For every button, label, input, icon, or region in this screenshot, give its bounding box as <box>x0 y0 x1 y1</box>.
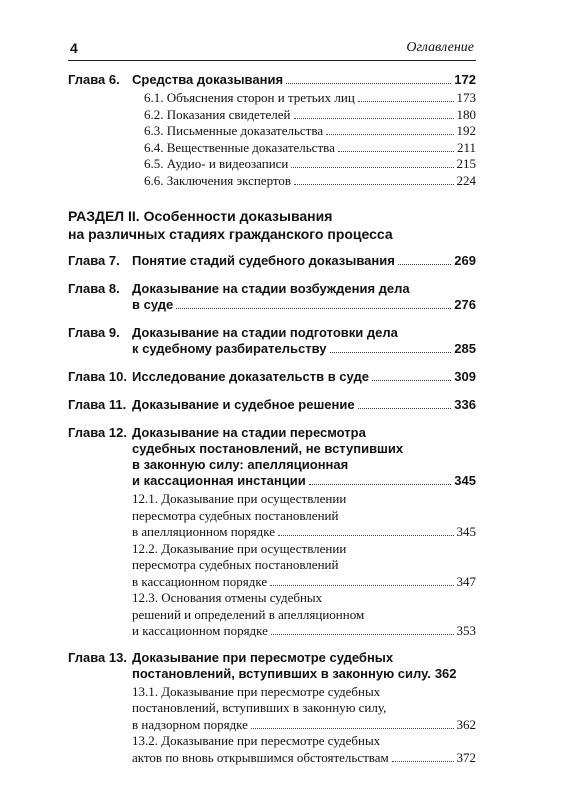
chapter-12-subsections <box>132 491 476 640</box>
leader-dots <box>291 167 453 168</box>
chapter-label: Глава 8. <box>68 281 120 296</box>
chapter-label: Глава 12. <box>68 425 127 440</box>
subsection-title-line-2: пересмотра судебных постановлений <box>132 557 339 572</box>
toc-subsection-13-2[interactable] <box>132 733 476 766</box>
chapter-13-subsections <box>132 684 476 767</box>
chapter-page: 172 <box>454 72 476 87</box>
subsection-page: 362 <box>456 716 476 732</box>
subsection-page: 173 <box>456 90 476 105</box>
leader-dots <box>358 101 454 102</box>
chapter-page: 336 <box>454 397 476 412</box>
toc-chapter-10[interactable] <box>68 369 476 385</box>
subsection-title: 6.1. Объяснения сторон и третьих лиц <box>144 90 355 105</box>
toc-chapter-6[interactable] <box>68 72 476 88</box>
subsection-page: 345 <box>456 524 476 539</box>
toc-chapter-9[interactable] <box>68 325 476 357</box>
subsection-page: 211 <box>456 139 476 155</box>
toc-subsection-12-3[interactable] <box>132 590 476 640</box>
chapter-label: Глава 11. <box>68 397 127 412</box>
chapter-title-line-3: в законную силу: апелляционная <box>132 457 349 472</box>
leader-dots <box>330 352 452 353</box>
subsection-title-line-1: 12.1. Доказывание при осуществлении <box>132 491 347 506</box>
leader-dots <box>392 761 454 762</box>
chapter-page: 269 <box>454 253 476 268</box>
leader-dots <box>271 634 454 635</box>
subsection-title-line-1: 12.2. Доказывание при осуществлении <box>132 540 347 556</box>
subsection-title-line-1: 12.3. Основания отмены судебных <box>132 590 323 605</box>
toc-chapter-11[interactable] <box>68 397 476 413</box>
subsection-title: 6.4. Вещественные доказательства <box>144 139 335 155</box>
subsection-page: 353 <box>456 623 476 638</box>
toc-chapter-8[interactable] <box>68 281 476 313</box>
toc-subsection-6-2[interactable] <box>132 107 476 124</box>
subsection-page: 224 <box>456 172 476 188</box>
subsection-page: 215 <box>456 156 476 171</box>
chapter-6-subsections <box>132 90 476 189</box>
toc-chapter-13[interactable] <box>68 650 476 682</box>
section-heading-line-2: на различных стадиях гражданского процесса <box>68 226 393 242</box>
chapter-title-line-4: и кассационная инстанции <box>132 473 306 488</box>
subsection-title-line-3: в апелляционном порядке <box>132 524 276 539</box>
subsection-title-line-1: 13.1. Доказывание при пересмотре судебных <box>132 683 381 699</box>
subsection-title-line-1: 13.2. Доказывание при пересмотре судебных <box>132 733 381 748</box>
table-of-contents <box>68 72 476 766</box>
subsection-page: 180 <box>456 106 476 122</box>
chapter-page: 285 <box>454 341 476 356</box>
chapter-title-line-1: Доказывание на стадии пересмотра <box>132 425 366 440</box>
toc-subsection-13-1[interactable] <box>132 684 476 734</box>
leader-dots <box>176 308 451 309</box>
chapter-page: 309 <box>454 369 476 384</box>
chapter-label: Глава 6. <box>68 72 120 87</box>
chapter-label: Глава 7. <box>68 253 120 268</box>
leader-dots <box>326 134 453 135</box>
subsection-title: 6.6. Заключения экспертов <box>144 172 292 188</box>
chapter-title-line-2: к судебному разбирательству <box>132 341 327 356</box>
subsection-title-line-3: в кассационном порядке <box>132 573 268 589</box>
chapter-title: Доказывание и судебное решение <box>132 397 355 412</box>
subsection-title-line-2: постановлений, вступивших в законную силу, <box>132 700 387 715</box>
toc-subsection-6-6[interactable] <box>132 173 476 190</box>
leader-dots <box>270 585 453 586</box>
subsection-title-line-2: актов по вновь открывшимся обстоятельствам <box>132 749 389 765</box>
subsection-page: 372 <box>456 749 476 765</box>
toc-subsection-6-4[interactable] <box>132 140 476 157</box>
subsection-title-line-3: в надзорном порядке <box>132 716 248 732</box>
section-heading <box>68 207 476 243</box>
subsection-title-line-2: пересмотра судебных постановлений <box>132 507 339 523</box>
chapter-title-line-2: постановлений, вступивших в законную силу. <box>132 665 431 681</box>
running-title: Оглавление <box>406 40 474 55</box>
chapter-title-line-2: в суде <box>132 297 174 312</box>
subsection-title: 6.5. Аудио- и видеозаписи <box>144 156 289 171</box>
leader-dots <box>398 264 452 265</box>
leader-dots <box>286 83 451 84</box>
chapter-label: Глава 10. <box>68 369 127 384</box>
leader-dots <box>294 118 454 119</box>
chapter-title: Исследование доказательств в суде <box>132 369 369 384</box>
subsection-page: 347 <box>456 573 476 589</box>
leader-dots <box>372 380 451 381</box>
toc-chapter-12[interactable] <box>68 425 476 489</box>
chapter-title-line-1: Доказывание при пересмотре судебных <box>132 649 394 665</box>
leader-dots <box>251 728 454 729</box>
subsection-title: 6.3. Письменные доказательства <box>144 123 324 138</box>
toc-subsection-12-1[interactable] <box>132 491 476 541</box>
toc-subsection-6-5[interactable] <box>132 156 476 173</box>
toc-chapter-7[interactable] <box>68 253 476 269</box>
page-header <box>68 40 476 61</box>
subsection-title-line-3: и кассационном порядке <box>132 623 268 638</box>
subsection-page: 192 <box>456 123 476 138</box>
page-number: 4 <box>70 40 78 56</box>
chapter-title: Средства доказывания <box>132 72 284 87</box>
subsection-title: 6.2. Показания свидетелей <box>144 106 291 122</box>
leader-dots <box>294 184 453 185</box>
leader-dots <box>278 535 453 536</box>
chapter-label: Глава 13. <box>68 649 127 665</box>
chapter-label: Глава 9. <box>68 325 120 340</box>
chapter-title-line-1: Доказывание на стадии подготовки дела <box>132 325 398 340</box>
subsection-title-line-2: решений и определений в апелляционном <box>132 606 365 622</box>
toc-subsection-6-3[interactable] <box>132 123 476 140</box>
section-heading-line-1: РАЗДЕЛ II. Особенности доказывания <box>68 208 333 224</box>
leader-dots <box>309 484 452 485</box>
chapter-title-line-2: судебных постановлений, не вступивших <box>132 441 404 456</box>
chapter-page: 362 <box>434 665 457 681</box>
leader-dots <box>338 151 454 152</box>
chapter-title-line-1: Доказывание на стадии возбуждения дела <box>132 281 410 296</box>
leader-dots <box>358 408 452 409</box>
chapter-page: 276 <box>454 297 476 312</box>
toc-subsection-6-1[interactable] <box>132 90 476 107</box>
toc-subsection-12-2[interactable] <box>132 541 476 591</box>
chapter-page: 345 <box>454 473 476 488</box>
chapter-title: Понятие стадий судебного доказывания <box>132 253 395 268</box>
